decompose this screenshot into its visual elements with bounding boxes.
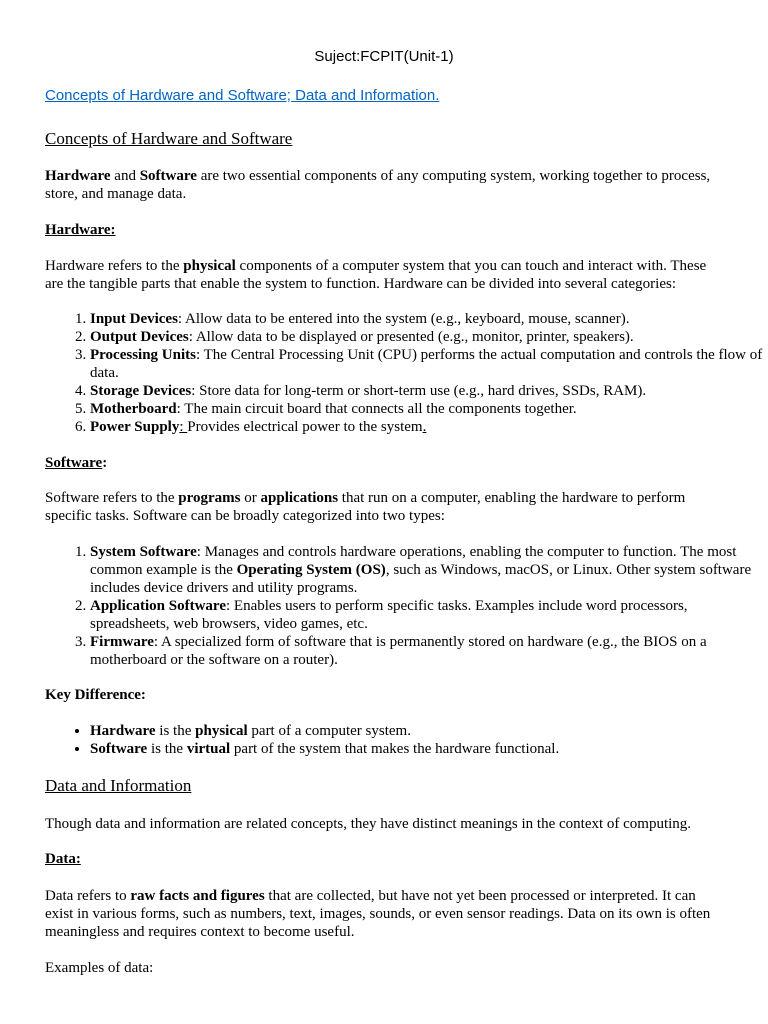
list-item-desc: : Enables users to perform specific tasks. Examples include word processors, spreadsheets, web browsers, video games, etc. — [90, 598, 688, 632]
list-item-term: Input Devices — [90, 311, 178, 327]
list-item — [90, 328, 768, 346]
section-heading-data-information: Data and Information — [45, 776, 192, 795]
hardware-text-1: Hardware refers to the — [45, 258, 184, 274]
page-subject-header: Suject:FCPIT(Unit-1) — [314, 48, 454, 65]
list-item-end: . — [422, 419, 427, 435]
data-label-text: Data: — [45, 851, 81, 867]
list-item — [90, 597, 768, 633]
list-item-text: is the — [147, 741, 187, 757]
data-information-intro: Though data and information are related concepts, they have distinct meanings in the context of computing. — [45, 816, 692, 832]
list-item-term: Application Software — [90, 598, 226, 614]
key-difference-label — [45, 686, 146, 704]
software-label-colon: : — [102, 455, 108, 471]
data-label — [45, 850, 81, 868]
examples-of-data-label: Examples of data: — [45, 960, 154, 976]
list-item-desc: : The Central Processing Unit (CPU) performs the actual computation and controls the flow of data. — [90, 347, 763, 381]
list-item-term: Motherboard — [90, 401, 177, 417]
list-item — [90, 346, 768, 382]
intro-bold-hardware: Hardware — [45, 168, 111, 184]
data-text-1: Data refers to — [45, 888, 131, 904]
hardware-label-text: Hardware: — [45, 222, 116, 238]
hardware-bold-physical: physical — [183, 258, 236, 274]
software-bold-applications: applications — [260, 490, 339, 506]
data-text-2: that are collected, but have not yet been processed or interpreted. It can exist in various forms, such as numbers, text, images, sounds, or even sensor readings. Data on its own is often meaningless and requires context to become useful. — [45, 888, 711, 940]
software-label-text: Software — [45, 455, 103, 471]
list-item-text: part of the system that makes the hardware functional. — [230, 741, 560, 757]
software-text-1: Software refers to the — [45, 490, 179, 506]
hardware-categories-list — [45, 310, 768, 436]
list-item-term: System Software — [90, 544, 197, 560]
list-item — [90, 740, 768, 758]
list-item-desc: , such as Windows, macOS, or Linux. Other system software includes device drivers and utility programs. — [90, 562, 752, 596]
software-text-3: that run on a computer, enabling the hardware to perform specific tasks. Software can be broadly categorized into two types: — [45, 490, 686, 524]
list-item-desc: Provides electrical power to the system — [187, 419, 423, 435]
list-item-term: Software — [90, 741, 148, 757]
list-item-term: Hardware — [90, 723, 156, 739]
list-item — [90, 400, 768, 418]
list-item-term: Output Devices — [90, 329, 189, 345]
list-item — [90, 543, 768, 597]
list-item-text: part of a computer system. — [247, 723, 411, 739]
list-item-desc: : The main circuit board that connects all the components together. — [176, 401, 577, 417]
topic-title-link[interactable]: Concepts of Hardware and Software; Data and Information. — [45, 87, 440, 104]
hardware-text-2: components of a computer system that you can touch and interact with. These are the tangible parts that enable the system to function. Hardware can be divided into several categories: — [45, 258, 707, 292]
list-item — [90, 418, 768, 436]
list-item-term: Processing Units — [90, 347, 196, 363]
intro-text-1: and — [110, 168, 140, 184]
key-difference-list — [45, 722, 768, 758]
list-item-term: Firmware — [90, 634, 154, 650]
list-item-desc: : Allow data to be entered into the system (e.g., keyboard, mouse, scanner). — [177, 311, 630, 327]
software-paragraph — [45, 489, 725, 525]
list-item-desc: : Store data for long-term or short-term use (e.g., hard drives, SSDs, RAM). — [191, 383, 647, 399]
list-item-term: Storage Devices — [90, 383, 192, 399]
intro-text-2: are two essential components of any computing system, working together to process, store, and manage data. — [45, 168, 711, 202]
intro-bold-software: Software — [139, 168, 197, 184]
list-item — [90, 722, 768, 740]
software-text-2: or — [240, 490, 261, 506]
list-item — [90, 633, 768, 669]
hardware-paragraph — [45, 257, 725, 293]
list-item-desc: : Allow data to be displayed or presented (e.g., monitor, printer, speakers). — [188, 329, 634, 345]
list-item-bold: Operating System (OS) — [236, 562, 386, 578]
list-item-bold: virtual — [186, 741, 231, 757]
software-bold-programs: programs — [178, 490, 241, 506]
list-item — [90, 382, 768, 400]
section-heading-hardware-software: Concepts of Hardware and Software — [45, 129, 293, 148]
list-item-text: is the — [155, 723, 196, 739]
list-item-desc: : Manages and controls hardware operations, enabling the computer to function. The most common example is the — [90, 544, 737, 578]
hardware-label — [45, 221, 116, 239]
software-label — [45, 454, 107, 472]
list-item-term: Power Supply — [90, 419, 180, 435]
list-item — [90, 310, 768, 328]
data-paragraph — [45, 887, 725, 941]
key-difference-label-text: Key Difference: — [45, 687, 146, 703]
intro-paragraph — [45, 167, 725, 203]
list-item-colon: : — [179, 419, 188, 435]
list-item-desc: : A specialized form of software that is permanently stored on hardware (e.g., the BIOS on a motherboard or the software on a router). — [90, 634, 707, 668]
software-types-list — [45, 543, 768, 669]
data-bold-raw-facts: raw facts and figures — [130, 888, 265, 904]
list-item-bold: physical — [195, 723, 248, 739]
